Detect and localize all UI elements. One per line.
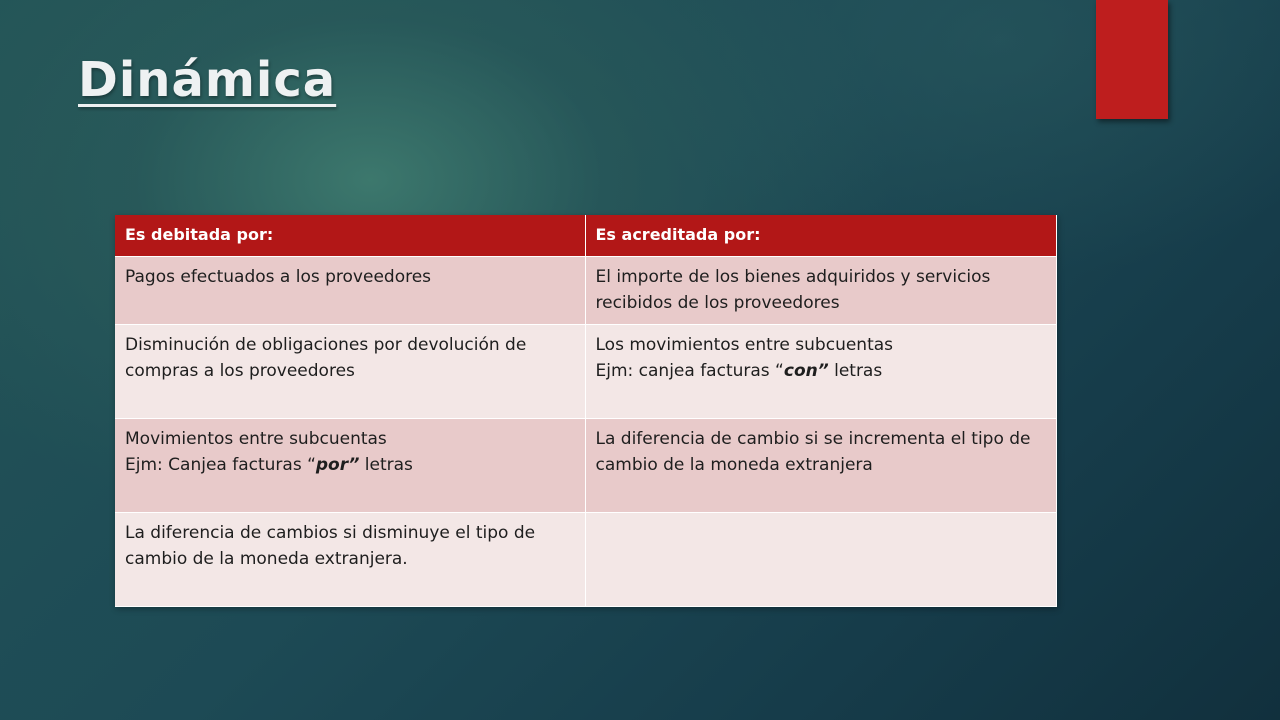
table-header-row: [115, 215, 1056, 257]
header-debit: Es debitada por:: [115, 215, 585, 257]
debit-line: [125, 452, 575, 478]
credit-line: Los movimientos entre subcuentas: [595, 335, 894, 355]
keyword-por: por”: [315, 455, 360, 475]
slide-title: Dinámica: [78, 52, 337, 108]
header-credit: Es acreditada por:: [585, 215, 1056, 257]
credit-cell: El importe de los bienes adquiridos y servicios recibidos de los proveedores: [585, 257, 1056, 325]
table-row: [115, 513, 1056, 607]
credit-cell: [585, 325, 1056, 419]
accent-bar: [1096, 0, 1168, 119]
table-row: [115, 257, 1056, 325]
debit-cell: [115, 419, 585, 513]
example-text: letras: [828, 361, 883, 381]
debit-line: Movimientos entre subcuentas: [125, 429, 387, 449]
example-text: letras: [359, 455, 413, 475]
dynamics-table: [115, 215, 1057, 607]
credit-cell: [585, 513, 1056, 607]
credit-cell: La diferencia de cambio si se incrementa el tipo de cambio de la moneda extranjera: [585, 419, 1056, 513]
debit-cell: La diferencia de cambios si disminuye el tipo de cambio de la moneda extranjera.: [115, 513, 585, 607]
credit-line: [596, 358, 1046, 384]
table-row: [115, 325, 1056, 419]
debit-cell: Pagos efectuados a los proveedores: [115, 257, 585, 325]
table-row: [115, 419, 1056, 513]
debit-cell: Disminución de obligaciones por devolución de compras a los proveedores: [115, 325, 585, 419]
example-text: Ejm: canjea facturas “: [595, 361, 784, 381]
example-text: Ejm: Canjea facturas “: [125, 455, 316, 475]
keyword-con: con”: [783, 361, 829, 381]
